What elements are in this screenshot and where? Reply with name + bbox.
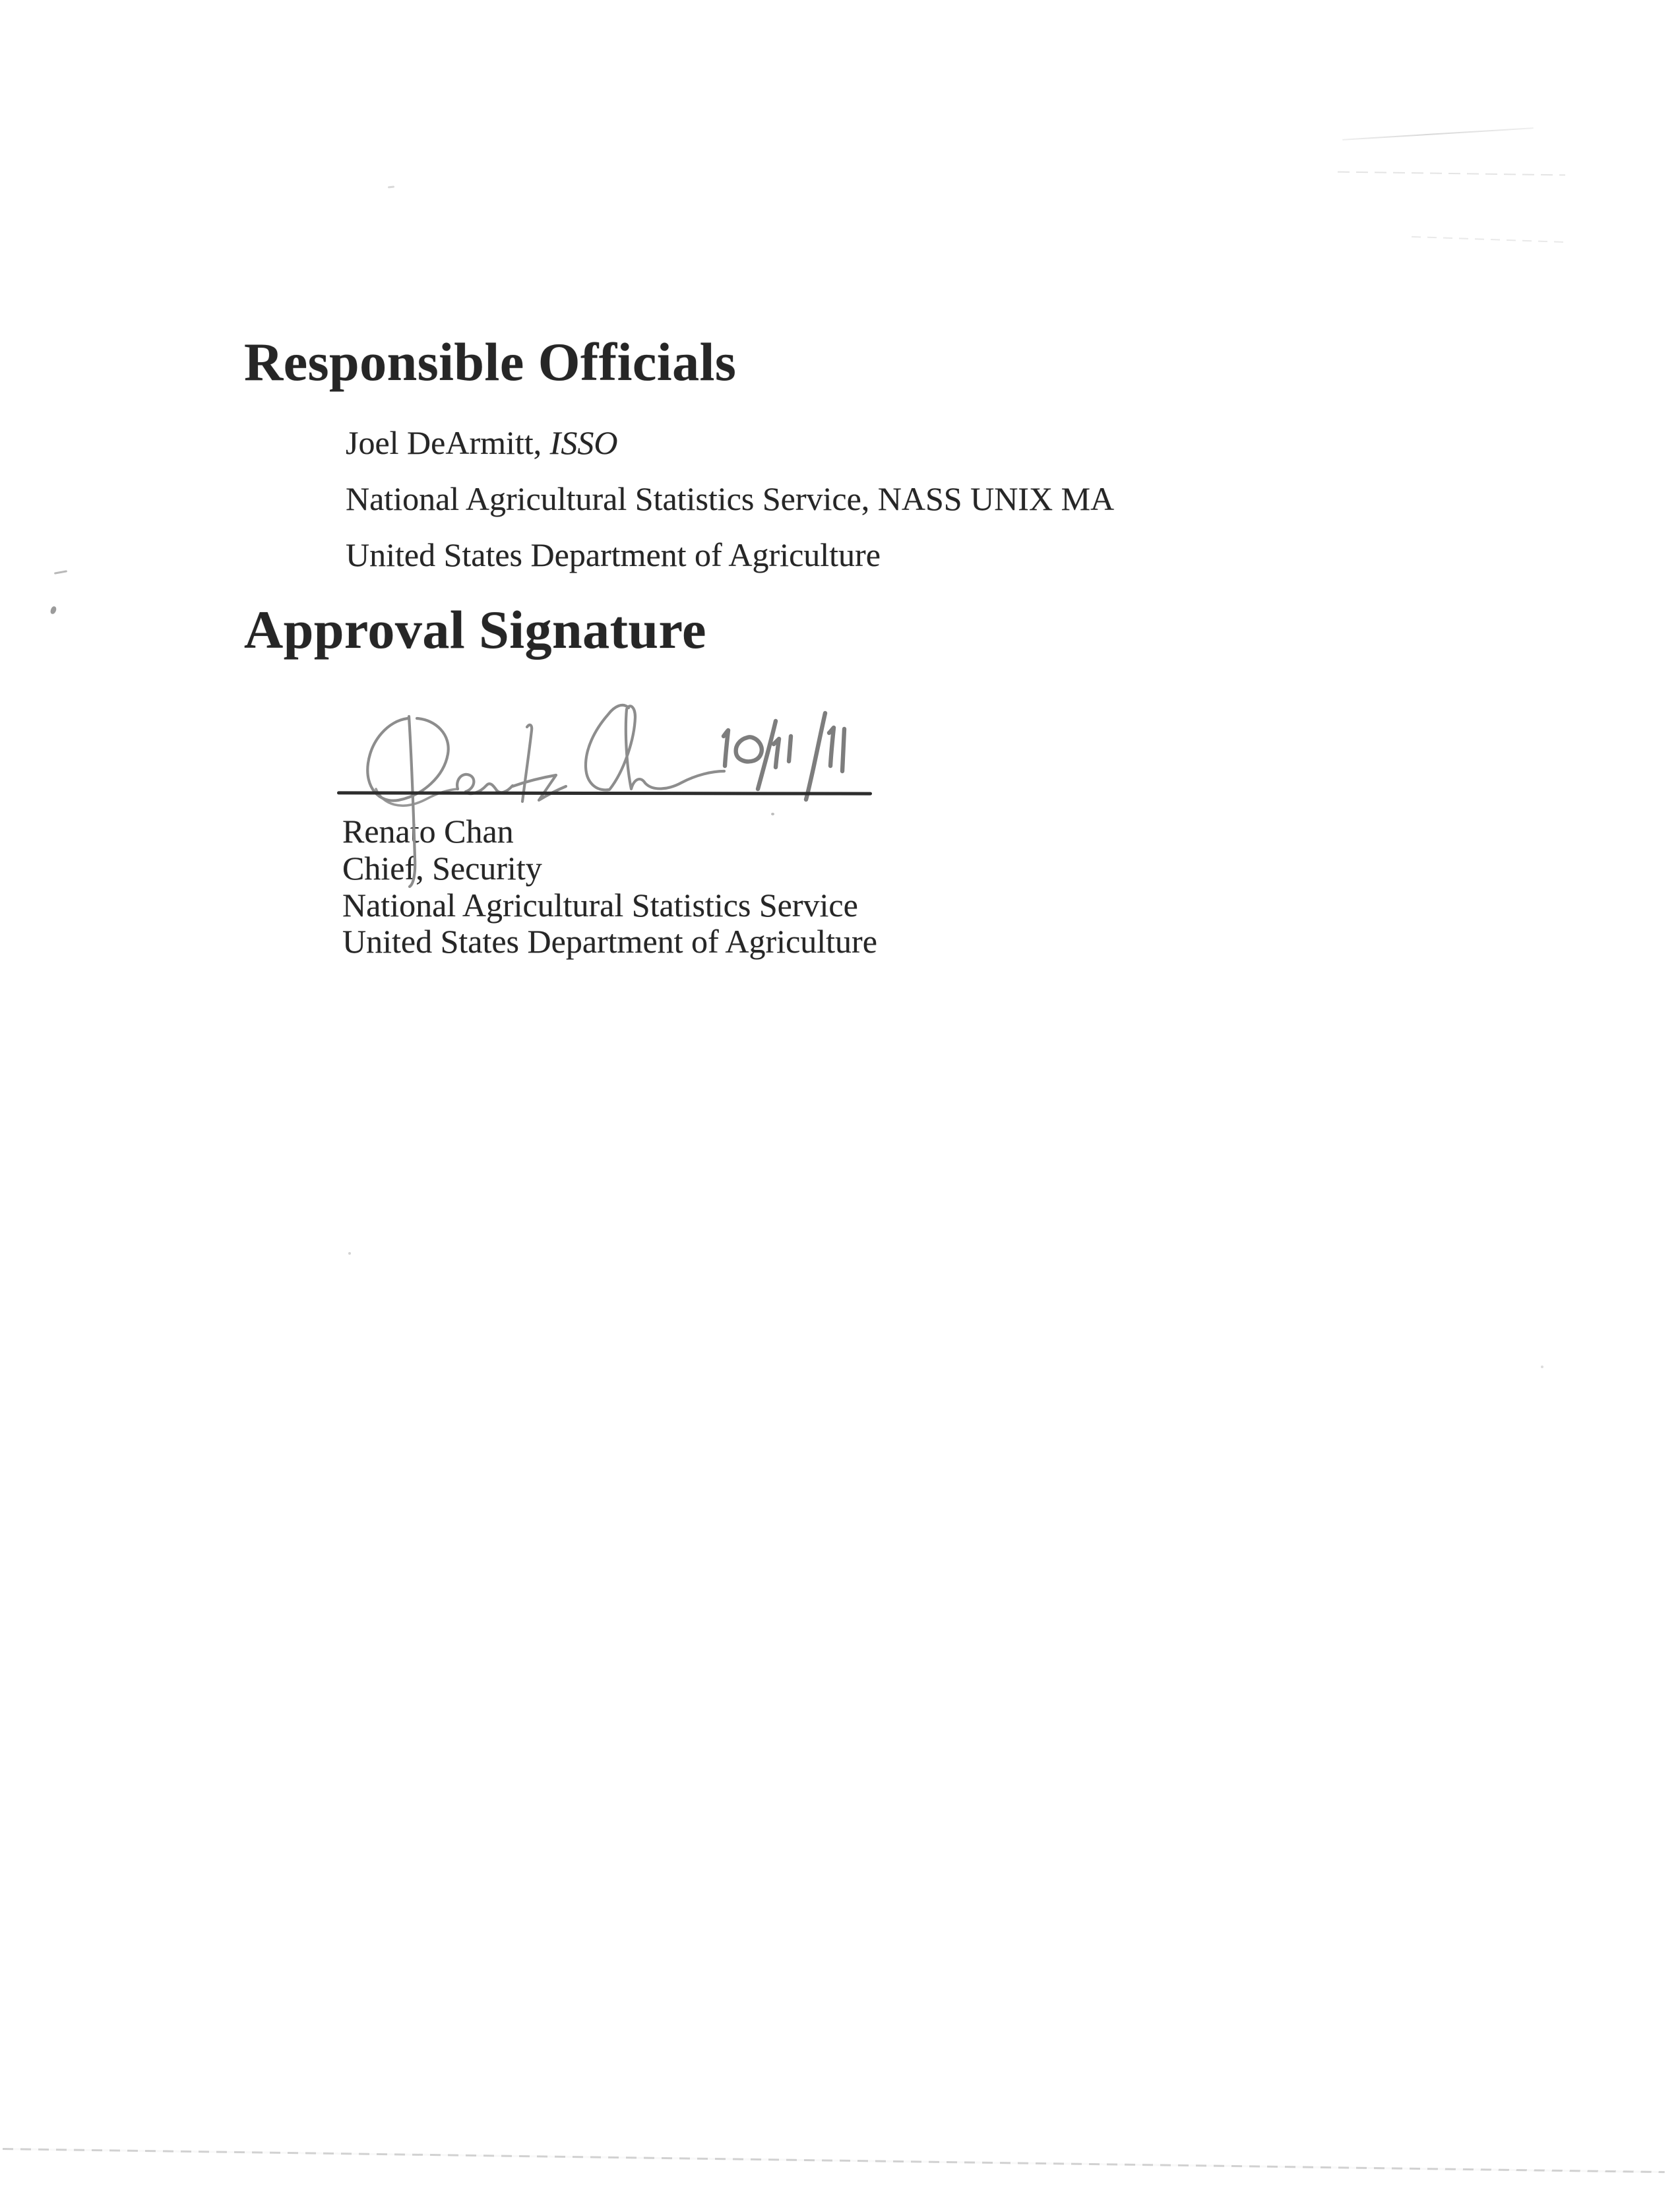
signature-scribble — [367, 705, 724, 887]
scan-artifact-scratch — [1412, 236, 1567, 243]
signer-title-line: Chief, Security — [342, 850, 542, 887]
scan-artifact-scratch — [1342, 127, 1534, 141]
official-role: ISSO — [549, 424, 618, 461]
official-name: Joel DeArmitt, — [346, 424, 550, 461]
scan-artifact-dash — [54, 570, 67, 574]
scan-artifact-scratch — [1338, 172, 1565, 176]
section-heading-approval-signature: Approval Signature — [244, 600, 706, 660]
scan-artifact-bottom-edge-line — [3, 2148, 1665, 2173]
scan-artifact-dot — [1541, 1366, 1543, 1368]
signer-department-line: United States Department of Agriculture — [342, 923, 877, 960]
official-department-line: United States Department of Agriculture — [346, 536, 881, 573]
scan-artifact-dot — [348, 1252, 351, 1255]
signer-agency-line: National Agricultural Statistics Service — [342, 887, 858, 924]
signer-name-line: Renato Chan — [342, 813, 514, 850]
signature-ocr-text — [369, 745, 669, 790]
scan-artifact-speck — [388, 185, 394, 188]
official-name-line — [346, 426, 617, 459]
scan-artifact-speck — [50, 606, 57, 615]
section-heading-responsible-officials: Responsible Officials — [244, 332, 737, 392]
date-ocr-text — [726, 726, 869, 770]
official-agency-line: National Agricultural Statistics Service, NASS UNIX MA — [346, 480, 1115, 517]
